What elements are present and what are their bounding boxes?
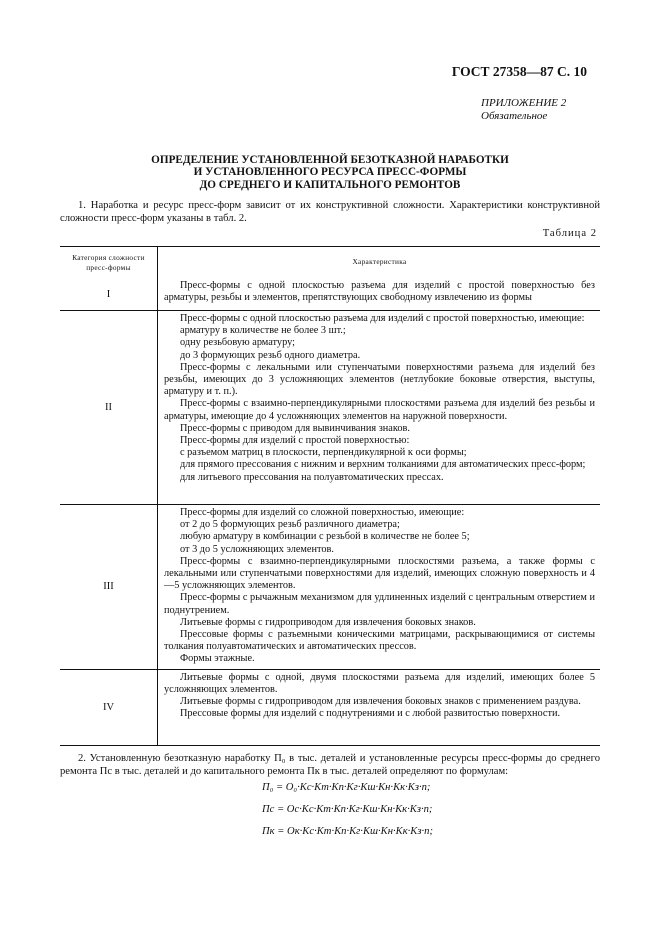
column-header-characteristic: Характеристика xyxy=(352,257,407,266)
characteristic-line: от 3 до 5 усложняющих элементов. xyxy=(180,543,334,555)
characteristic-line: Пресс-формы с одной плоскостью разъема для изделий с простой поверхностью без арматуры, резьбы и элементов, препятствующих свободному извлечению из формы xyxy=(164,280,595,304)
characteristic-line: Формы этажные. xyxy=(180,653,255,665)
table-caption: Таблица 2 xyxy=(542,228,597,239)
characteristic-line: Пресс-формы с взаимно-перпендикулярными плоскостями разъема для изделий без резьбы и арматуры, имеющие до 4 усложняющих элементов на наружной поверхности. xyxy=(164,398,595,422)
appendix-status: Обязательное xyxy=(481,109,548,122)
table-row xyxy=(60,669,600,745)
characteristic-line: арматуру в количестве не более 3 шт.; xyxy=(180,325,346,337)
category-cell: I xyxy=(60,278,158,310)
table-row xyxy=(60,310,600,504)
title-line: ДО СРЕДНЕГО И КАПИТАЛЬНОГО РЕМОНТОВ xyxy=(199,178,461,191)
characteristic-line: до 3 формующих резьб одного диаметра. xyxy=(180,349,361,361)
category-cell: II xyxy=(60,311,158,504)
complexity-table xyxy=(60,246,600,746)
characteristic-line: для прямого прессования с нижним и верхним толканиями для автоматических пресс-форм; xyxy=(180,459,586,471)
characteristic-line: с разъемом матриц в плоскости, перпендикулярной к оси формы; xyxy=(180,447,467,459)
column-header-category xyxy=(60,247,158,278)
characteristic-line: одну резьбовую арматуру; xyxy=(180,337,295,349)
formula-pk: Пк = Oк·Kс·Kт·Kп·Kг·Kш·Kн·Kк·Kз·n; xyxy=(262,826,433,837)
characteristic-line: Пресс-формы с лекальными или ступенчатыми поверхностями разъема для изделий без резьбы, имеющих до 3 усложняющих элементов (нетлубокие боковые отверстия, выступы, арматуру и т. п.). xyxy=(164,361,595,398)
characteristic-line: Пресс-формы с рычажным механизмом для удлиненных изделий с центральным отверстием и поднутрением. xyxy=(164,592,595,616)
document-code: ГОСТ 27358—87 С. 10 xyxy=(451,64,587,79)
category-cell: III xyxy=(60,505,158,669)
table-row xyxy=(60,504,600,669)
characteristic-line: от 2 до 5 формующих резьб различного диаметра; xyxy=(180,519,400,531)
table-header-row xyxy=(60,247,600,278)
section-title xyxy=(60,154,600,191)
title-line: И УСТАНОВЛЕННОГО РЕСУРСА ПРЕСС-ФОРМЫ xyxy=(193,166,467,179)
paragraph-1: 1. Наработка и ресурс пресс-форм зависит от их конструктивной сложности. Характеристики конструктивной сложности пресс-форм указаны в табл. 2. xyxy=(60,200,600,224)
characteristic-line: Пресс-формы с одной плоскостью разъема для изделий с простой поверхностью, имеющие: xyxy=(180,313,585,324)
characteristic-line: Литьевые формы с гидроприводом для извлечения боковых знаков с применением раздува. xyxy=(180,696,581,708)
characteristic-line: Литьевые формы с гидроприводом для извлечения боковых знаков. xyxy=(180,616,476,628)
column-header-text: пресс-формы xyxy=(86,262,131,272)
table-row xyxy=(60,278,600,310)
characteristic-cell xyxy=(158,278,600,310)
appendix-label xyxy=(481,97,583,122)
characteristic-cell xyxy=(158,505,600,669)
characteristic-cell xyxy=(158,670,600,745)
title-line: ОПРЕДЕЛЕНИЕ УСТАНОВЛЕННОЙ БЕЗОТКАЗНОЙ НАРАБОТКИ xyxy=(151,154,509,166)
characteristic-line: для литьевого прессования на полуавтоматических прессах. xyxy=(180,471,444,483)
characteristic-line: Прессовые формы с разъемными коническими матрицами, раскрывающимися от системы толкания полуавтоматических и автоматических прессов. xyxy=(164,629,595,653)
characteristic-line: Пресс-формы с приводом для вывинчивания знаков. xyxy=(180,422,410,434)
characteristic-line: Прессовые формы для изделий с поднутрениями и с любой развитостью поверхности. xyxy=(180,708,561,720)
characteristic-line: Пресс-формы для изделий с простой поверхностью: xyxy=(180,435,410,447)
formula-p0: П₀ = O₀·Kс·Kт·Kп·Kг·Kш·Kн·Kк·Kз·n; xyxy=(262,782,431,793)
characteristic-cell xyxy=(158,311,600,504)
formula-pc: Пс = Oс·Kс·Kт·Kп·Kг·Kш·Kн·Kк·Kз·n; xyxy=(262,804,433,815)
characteristic-line: Пресс-формы для изделий со сложной поверхностью, имеющие: xyxy=(180,507,465,518)
paragraph-2: 2. Установленную безотказную наработку П₀ в тыс. деталей и установленные ресурсы пресс-формы до среднего ремонта Пс в тыс. деталей и до капитального ремонта Пк в тыс. деталей определяют по формулам: xyxy=(60,753,600,777)
column-header-text: Категория сложности xyxy=(72,252,145,262)
category-cell: IV xyxy=(60,670,158,745)
appendix-title: ПРИЛОЖЕНИЕ 2 xyxy=(481,97,567,109)
characteristic-line: Пресс-формы с взаимно-перпендикулярными плоскостями разъема, а также формы с лекальными или ступенчатыми поверхностями для изделий, имеющих сложную поверхность и 4—5 усложняющих элементов. xyxy=(164,555,595,592)
characteristic-line: любую арматуру в комбинации с резьбой в количестве не более 5; xyxy=(180,531,470,543)
characteristic-line: Литьевые формы с одной, двумя плоскостями разъема для изделий, имеющих более 5 усложняющих элементов. xyxy=(164,671,595,695)
